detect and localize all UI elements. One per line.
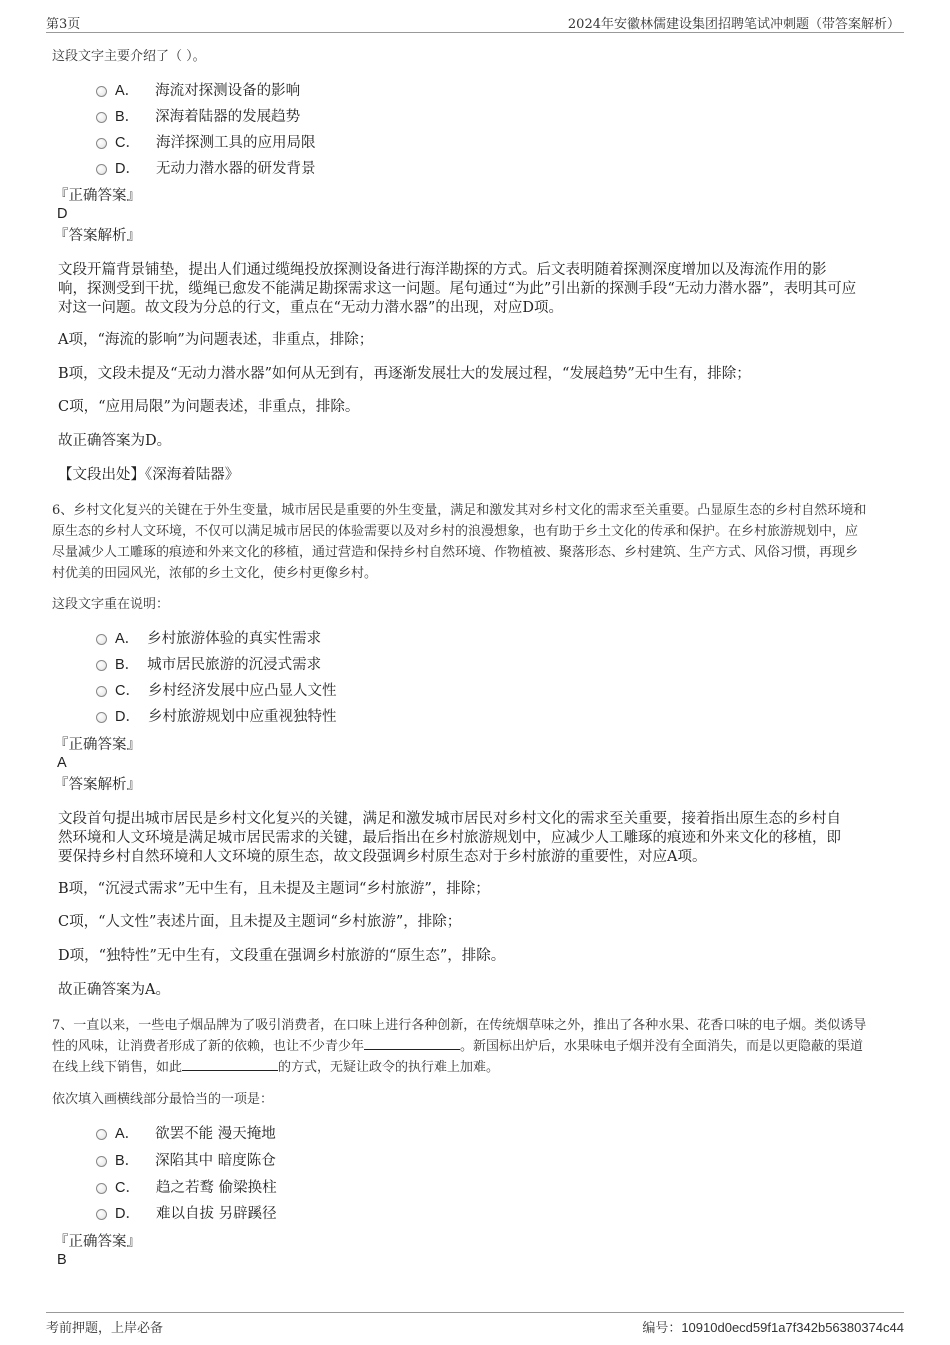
radio-icon[interactable] [96,138,107,149]
fill-blank-1[interactable] [364,1037,460,1050]
q5-analysis: 文段开篇背景铺垫，提出人们通过缆绳投放探测设备进行海洋勘探的方式。后文表明随着探测深度增加以及海流作用的影 响，探测受到干扰，缆绳已愈发不能满足勘探需求这一问题。尾句通过“为此”引出新的探测手段“无动力潜水器”，表明其可应 对这一问题。故文段为分总的行文，重点在“无动力潜水器”的出现，对应D项。 [58,262,857,316]
q7-answer-label: 『正确答案』 [54,1234,141,1250]
q6-note-c: C项，“人文性”表述片面，且未提及主题词“乡村旅游”，排除； [58,914,462,930]
q6-option-d[interactable]: D． 乡村旅游规划中应重视独特性 [96,707,336,727]
q7-option-a[interactable]: A． 欲罢不能 漫天掩地 [96,1124,276,1144]
q6-option-c[interactable]: C． 乡村经济发展中应凸显人文性 [96,681,336,701]
radio-icon[interactable] [96,112,107,123]
q5-source: 【文段出处】《深海着陆器》 [58,467,240,483]
q5-option-b[interactable]: B． 深海着陆器的发展趋势 [96,107,300,127]
q5-analysis-label: 『答案解析』 [54,228,141,244]
q6-note-d: D项，“独特性”无中生有，文段重在强调乡村旅游的“原生态”，排除。 [58,948,506,964]
q7-option-c[interactable]: C． 趋之若鹜 偷梁换柱 [96,1178,277,1198]
q5-answer: D [57,206,68,222]
q7-stem: 7、一直以来，一些电子烟品牌为了吸引消费者，在口味上进行各种创新，在传统烟草味之外，推出了各种水果、花香口味的电子烟。类似诱导 性的风味，让消费者形成了新的依赖，也让不少青少年 。新国标出炉后，水果味电子烟并没有全面消失，而是以更隐蔽的渠道 在线上线下销售，如此 的方式，无疑让政令的执行难上加难。 [52,1018,867,1075]
q5-option-d[interactable]: D． 无动力潜水器的研发背景 [96,159,315,179]
q6-note-b: B项，“沉浸式需求”无中生有，且未提及主题词“乡村旅游”，排除； [58,881,490,897]
q5-note-a: A项，“海流的影响”为问题表述，非重点，排除； [58,332,374,348]
footer-slogan: 考前押题，上岸必备 [46,1321,164,1336]
q6-conclusion: 故正确答案为A。 [58,982,170,998]
q5-option-a[interactable]: A． 海流对探测设备的影响 [96,81,300,101]
radio-icon[interactable] [96,686,107,697]
page-header [46,10,904,33]
q5-option-c[interactable]: C． 海洋探测工具的应用局限 [96,133,315,153]
q6-prompt: 这段文字重在说明： [52,597,170,612]
q6-option-a[interactable]: A． 乡村旅游体验的真实性需求 [96,629,321,649]
q5-answer-label: 『正确答案』 [54,188,141,204]
q6-answer-label: 『正确答案』 [54,737,141,753]
q6-answer: A [57,755,67,771]
q5-prompt: 这段文字主要介绍了（ ）。 [52,49,206,64]
q7-prompt: 依次填入画横线部分最恰当的一项是： [52,1092,274,1107]
document-title: 2024年安徽林儒建设集团招聘笔试冲刺题（带答案解析） [567,17,900,32]
radio-icon[interactable] [96,634,107,645]
q5-conclusion: 故正确答案为D。 [58,433,172,449]
q6-analysis-label: 『答案解析』 [54,777,141,793]
radio-icon[interactable] [96,1129,107,1140]
q5-note-b: B项，文段未提及“无动力潜水器”如何从无到有，再逐渐发展壮大的发展过程，“发展趋势”无中生有，排除； [58,366,751,382]
q7-answer: B [57,1252,67,1268]
radio-icon[interactable] [96,660,107,671]
radio-icon[interactable] [96,712,107,723]
radio-icon[interactable] [96,164,107,175]
q6-stem: 6、乡村文化复兴的关键在于外生变量，城市居民是重要的外生变量，满足和激发其对乡村文化的需求至关重要。凸显原生态的乡村自然环境和 原生态的乡村人文环境，不仅可以满足城市居民的体验需要以及对乡村的浪漫想象，也有助于乡土文化的传承和保护。在乡村旅游规划中，应 尽量减少人工雕琢的痕迹和外来文化的移植，通过营造和保持乡村自然环境、作物植被、聚落形态、乡村建筑、生产方式、风俗习惯，再现乡 村优美的田园风光，浓郁的乡土文化，使乡村更像乡村。 [52,503,867,581]
q5-note-c: C项，“应用局限”为问题表述，非重点，排除。 [58,399,360,415]
radio-icon[interactable] [96,1183,107,1194]
document-code: 编号：10910d0ecd59f1a7f342b56380374c44 [642,1320,904,1336]
page-footer [46,1312,904,1337]
page-number: 第3页 [46,17,81,32]
radio-icon[interactable] [96,86,107,97]
fill-blank-2[interactable] [182,1058,278,1071]
q7-option-b[interactable]: B． 深陷其中 暗度陈仓 [96,1151,276,1171]
radio-icon[interactable] [96,1209,107,1220]
q6-analysis: 文段首句提出城市居民是乡村文化复兴的关键，满足和激发城市居民对乡村文化的需求至关重要，接着指出原生态的乡村自 然环境和人文环境是满足城市居民需求的关键，最后指出在乡村旅游规划中，应减少人工雕琢的痕迹和外来文化的移植，即 要保持乡村自然环境和人文环境的原生态，故文段强调乡村原生态对于乡村旅游的重要性，对应A项。 [58,811,841,865]
radio-icon[interactable] [96,1156,107,1167]
q7-option-d[interactable]: D． 难以自拔 另辟蹊径 [96,1204,277,1224]
q6-option-b[interactable]: B． 城市居民旅游的沉浸式需求 [96,655,321,675]
